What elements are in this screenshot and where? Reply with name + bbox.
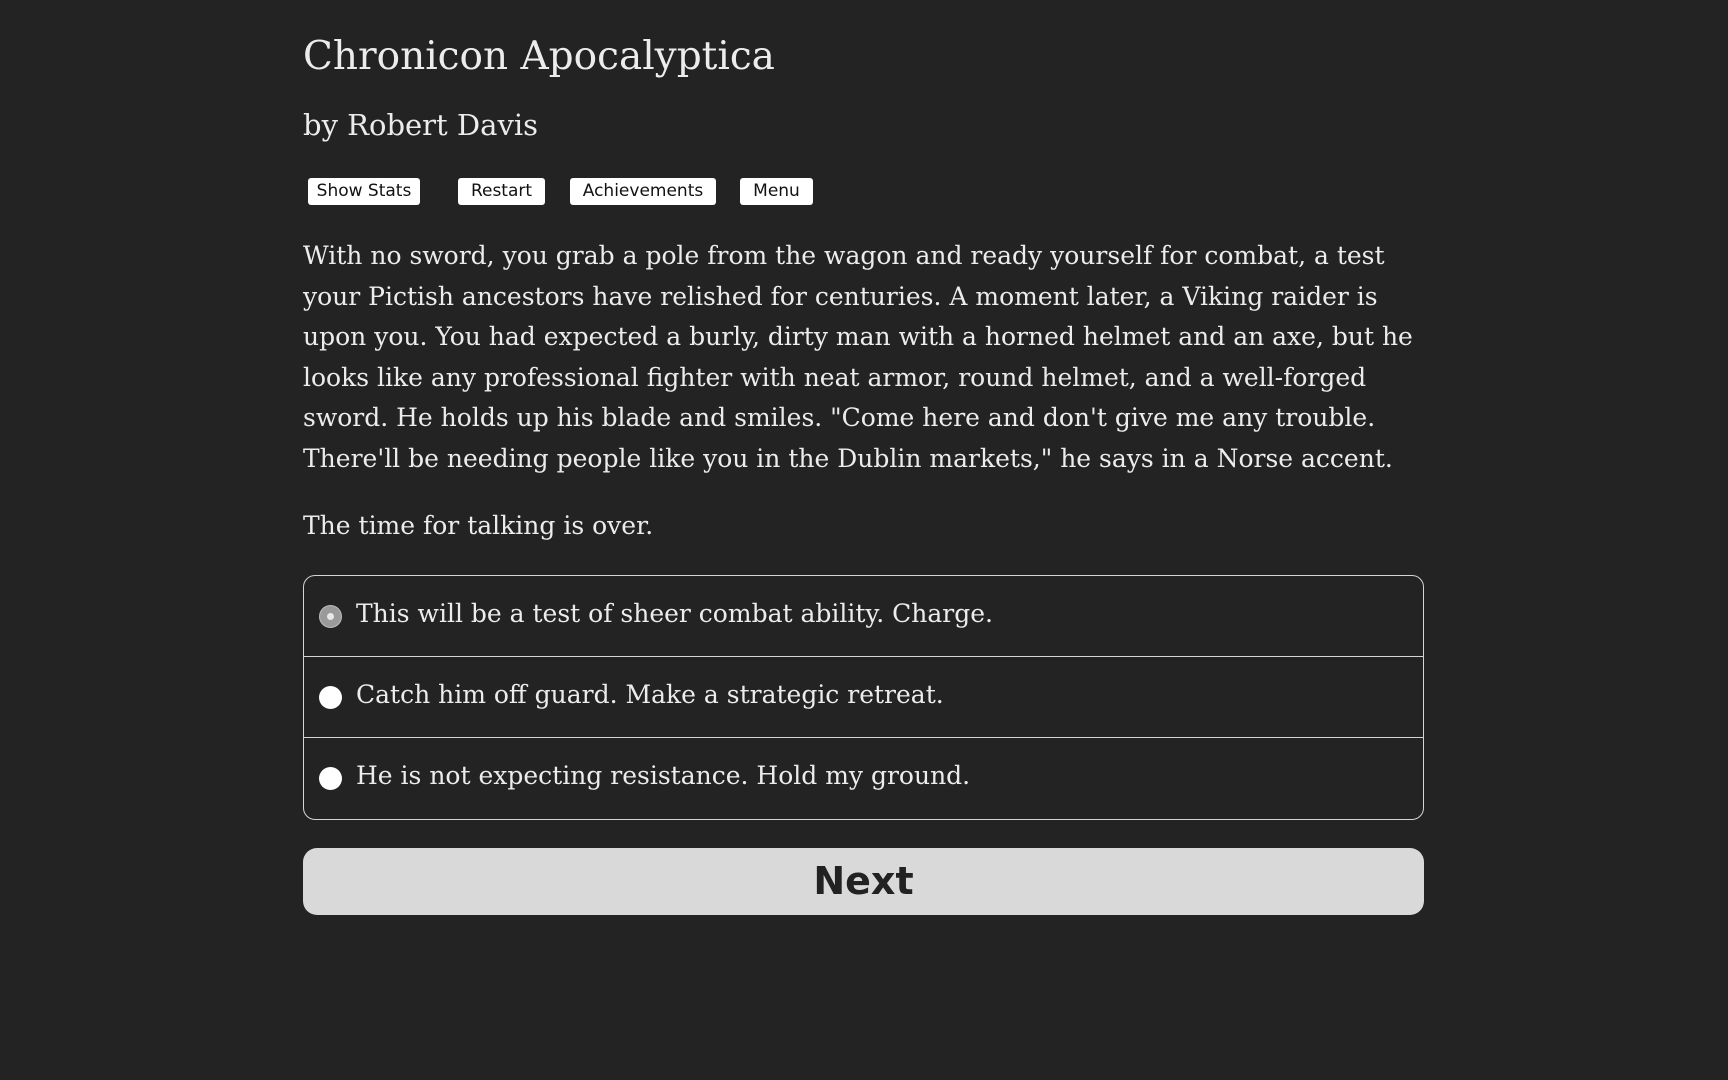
- story-text: [303, 236, 1424, 540]
- game-title: Chronicon Apocalyptica: [303, 34, 775, 79]
- radio-button[interactable]: [319, 767, 342, 790]
- story-paragraph: With no sword, you grab a pole from the wagon and ready yourself for combat, a test your Pictish ancestors have relished for centuries. A moment later, a Viking raider is upon you. You had expected a burly, dirty man with a horned helmet and an axe, but he looks like any professional fighter with neat armor, round helmet, and a well-forged sword. He holds up his blade and smiles. "Come here and don't give me any trouble. There'll be needing people like you in the Dublin markets," he says in a Norse accent.: [303, 241, 1413, 473]
- achievements-button[interactable]: Achievements: [570, 178, 716, 205]
- radio-button-selected[interactable]: [319, 605, 342, 628]
- next-button[interactable]: Next: [303, 848, 1424, 915]
- choice-list: [303, 575, 1424, 820]
- menu-button[interactable]: Menu: [740, 178, 813, 205]
- choice-label: He is not expecting resistance. Hold my ground.: [356, 761, 971, 790]
- choice-label: Catch him off guard. Make a strategic retreat.: [356, 680, 944, 709]
- choice-option-charge[interactable]: [304, 576, 1423, 657]
- choice-label: This will be a test of sheer combat ability. Charge.: [356, 599, 993, 628]
- show-stats-button[interactable]: Show Stats: [308, 178, 420, 205]
- radio-button[interactable]: [319, 686, 342, 709]
- author-byline: by Robert Davis: [303, 108, 539, 142]
- story-paragraph: The time for talking is over.: [303, 511, 654, 540]
- choice-option-hold-ground[interactable]: [304, 738, 1423, 819]
- choice-option-retreat[interactable]: [304, 657, 1423, 738]
- restart-button[interactable]: Restart: [458, 178, 545, 205]
